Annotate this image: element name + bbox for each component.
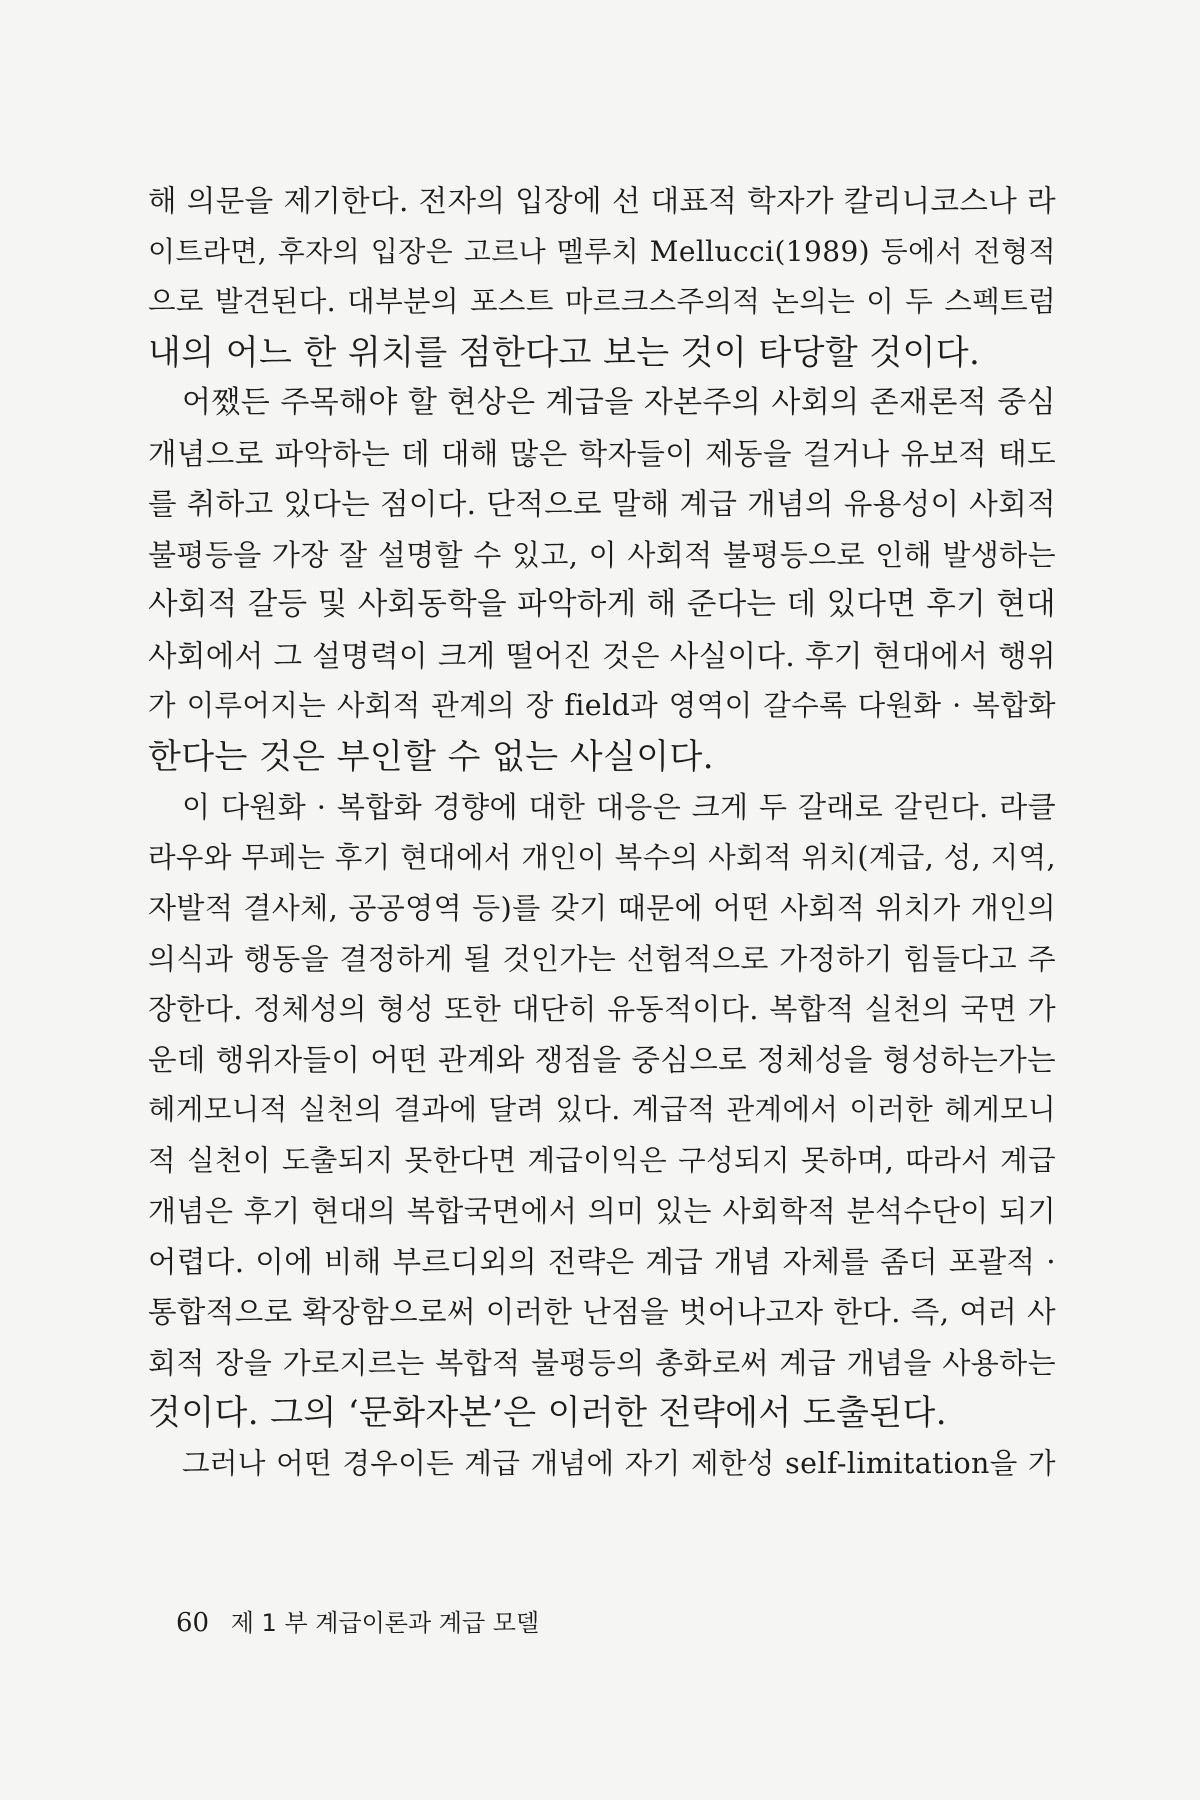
text-line: 불평등을 가장 잘 설명할 수 있고, 이 사회적 불평등으로 인해 발생하는 <box>148 537 1056 572</box>
text-line: 를 취하고 있다는 점이다. 단적으로 말해 계급 개념의 유용성이 사회적 <box>148 487 1056 521</box>
page-footer <box>176 1603 539 1638</box>
text-line: 자발적 결사체, 공공영역 등)를 갖기 때문에 어떤 사회적 위치가 개인의 <box>148 891 1056 925</box>
text-line: 가 이루어지는 사회적 관계의 장 field과 영역이 갈수록 다원화 · 복합화 <box>148 689 1056 722</box>
text-line: 해 의문을 제기한다. 전자의 입장에 선 대표적 학자가 칼리니코스나 라 <box>148 184 1056 218</box>
text-line: 의식과 행동을 결정하게 될 것인가는 선험적으로 가정하기 힘들다고 주 <box>148 941 1056 976</box>
text-line: 것이다. 그의 ‘문화자본’은 이러한 전략에서 도출된다. <box>148 1393 947 1433</box>
text-line: 개념은 후기 현대의 복합국면에서 의미 있는 사회학적 분석수단이 되기 <box>148 1194 1056 1228</box>
page-number: 60 <box>176 1608 210 1638</box>
text-line: 라우와 무페는 후기 현대에서 개인이 복수의 사회적 위치(계급, 성, 지역, <box>148 840 1056 874</box>
text-line: 사회에서 그 설명력이 크게 떨어진 것은 사실이다. 후기 현대에서 행위 <box>148 638 1056 673</box>
text-line: 적 실천이 도출되지 못한다면 계급이익은 구성되지 못하며, 따라서 계급 <box>148 1143 1056 1177</box>
text-line: 이 다원화 · 복합화 경향에 대한 대응은 크게 두 갈래로 갈린다. 라클 <box>182 790 1056 824</box>
paragraph-4 <box>148 1439 1056 1490</box>
body-text <box>148 176 1056 1489</box>
text-line: 어렵다. 이에 비해 부르디외의 전략은 계급 개념 자체를 좀더 포괄적 · <box>148 1244 1056 1279</box>
paragraph-3 <box>148 782 1056 1439</box>
text-line: 어쨌든 주목해야 할 현상은 계급을 자본주의 사회의 존재론적 중심 <box>182 385 1056 420</box>
text-line: 장한다. 정체성의 형성 또한 대단히 유동적이다. 복합적 실천의 국면 가 <box>148 992 1056 1026</box>
text-line: 사회적 갈등 및 사회동학을 파악하게 해 준다는 데 있다면 후기 현대 <box>148 587 1056 622</box>
paragraph-1 <box>148 176 1056 378</box>
text-line: 헤게모니적 실천의 결과에 달려 있다. 계급적 관계에서 이러한 헤게모니 <box>148 1093 1056 1126</box>
running-title: 제 1 부 계급이론과 계급 모델 <box>230 1609 540 1637</box>
text-line: 그러나 어떤 경우이든 계급 개념에 자기 제한성 self-limitation을 가 <box>182 1446 1056 1480</box>
text-line: 이트라면, 후자의 입장은 고르나 멜루치 Mellucci(1989) 등에서 전형적 <box>148 234 1056 268</box>
text-line: 회적 장을 가로지르는 복합적 불평등의 총화로써 계급 개념을 사용하는 <box>148 1345 1056 1380</box>
paragraph-2 <box>148 378 1056 782</box>
text-line: 통합적으로 확장함으로써 이러한 난점을 벗어나고자 한다. 즉, 여러 사 <box>148 1295 1056 1329</box>
text-line: 운데 행위자들이 어떤 관계와 쟁점을 중심으로 정체성을 형성하는가는 <box>148 1042 1056 1077</box>
text-line: 으로 발견된다. 대부분의 포스트 마르크스주의적 논의는 이 두 스펙트럼 <box>148 285 1056 318</box>
text-line: 개념으로 파악하는 데 대해 많은 학자들이 제동을 걸거나 유보적 태도 <box>148 436 1056 471</box>
text-line: 한다는 것은 부인할 수 없는 사실이다. <box>148 736 714 777</box>
text-line: 내의 어느 한 위치를 점한다고 보는 것이 타당할 것이다. <box>148 332 981 373</box>
